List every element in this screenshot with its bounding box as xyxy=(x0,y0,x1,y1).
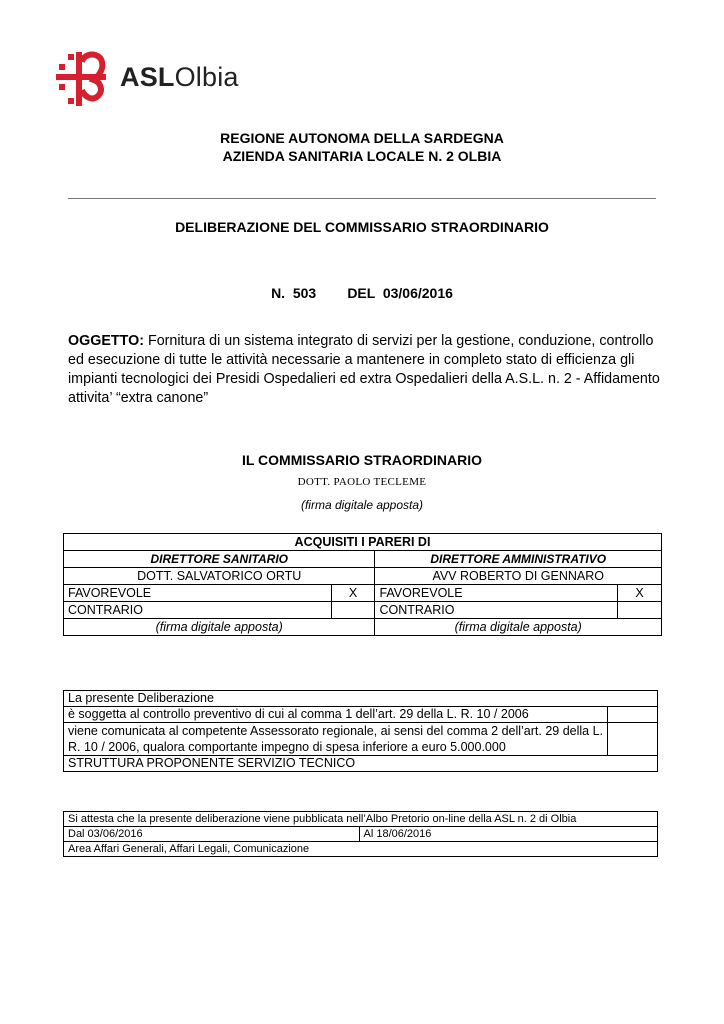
asl-heading: AZIENDA SANITARIA LOCALE N. 2 OLBIA xyxy=(222,148,502,164)
controllo-intro: La presente Deliberazione xyxy=(64,691,658,707)
controllo-comunicazione: viene comunicata al competente Assessorato regionale, ai sensi del comma 2 dell’art. 29 della L. R. 10 / 2006, qualora comportante impegno di spesa inferiore a euro 5.000.000 xyxy=(64,723,608,756)
asl-cross-heart-icon xyxy=(54,50,116,110)
table-row xyxy=(64,842,658,857)
firma-left: (firma digitale apposta) xyxy=(64,619,375,636)
oggetto-text: Fornitura di un sistema integrato di servizi per la gestione, conduzione, controllo ed esecuzione di tutte le attività necessarie a mantenere in completo stato di efficienza gli impianti tecnologici dei Presidi Ospedalieri ed extra Ospedalieri della A.S.L. n. 2 - Affidamento attivita’ “extra canone” xyxy=(68,333,660,406)
pubblicazione-table xyxy=(63,811,658,857)
table-row xyxy=(64,568,662,585)
pareri-title: ACQUISITI I PARERI DI xyxy=(64,534,662,551)
table-row xyxy=(64,551,662,568)
direttore-sanitario-name: DOTT. SALVATORICO ORTU xyxy=(64,568,375,585)
commissario-firma: (firma digitale apposta) xyxy=(300,498,424,512)
table-row xyxy=(64,827,658,842)
oggetto-paragraph xyxy=(68,332,660,408)
table-row xyxy=(64,723,658,756)
table-row xyxy=(64,812,658,827)
pareri-table xyxy=(63,533,662,636)
controllo-preventivo-check xyxy=(608,707,658,723)
region-heading: REGIONE AUTONOMA DELLA SARDEGNA xyxy=(220,130,504,146)
table-row xyxy=(64,691,658,707)
controllo-preventivo: è soggetta al controllo preventivo di cui al comma 1 dell’art. 29 della L. R. 10 / 2006 xyxy=(64,707,608,723)
pubblicazione-al: Al 18/06/2016 xyxy=(359,827,658,842)
favorevole-label: FAVOREVOLE xyxy=(64,585,332,602)
divider xyxy=(68,198,656,199)
contrario-mark-right xyxy=(618,602,662,619)
table-row xyxy=(64,756,658,772)
contrario-mark-left xyxy=(331,602,375,619)
table-row xyxy=(64,619,662,636)
oggetto-label: OGGETTO: xyxy=(68,333,144,349)
controllo-comunicazione-check xyxy=(608,723,658,756)
document-title: DELIBERAZIONE DEL COMMISSARIO STRAORDINARIO xyxy=(175,219,549,235)
commissario-heading: IL COMMISSARIO STRAORDINARIO xyxy=(241,452,483,468)
table-row xyxy=(64,707,658,723)
favorevole-mark-left: X xyxy=(331,585,375,602)
commissario-name: DOTT. PAOLO TECLEME xyxy=(297,476,427,488)
asl-olbia-logo xyxy=(54,50,239,110)
direttore-sanitario-heading: DIRETTORE SANITARIO xyxy=(64,551,375,568)
direttore-amministrativo-name: AVV ROBERTO DI GENNARO xyxy=(375,568,662,585)
table-row xyxy=(64,602,662,619)
firma-right: (firma digitale apposta) xyxy=(375,619,662,636)
pubblicazione-area: Area Affari Generali, Affari Legali, Comunicazione xyxy=(64,842,658,857)
deliberation-number: N. 503 DEL 03/06/2016 xyxy=(271,285,453,301)
direttore-amministrativo-heading: DIRETTORE AMMINISTRATIVO xyxy=(375,551,662,568)
table-row xyxy=(64,534,662,551)
logo-wordmark: ASLOlbia xyxy=(120,62,239,92)
favorevole-mark-right: X xyxy=(618,585,662,602)
favorevole-label: FAVOREVOLE xyxy=(375,585,618,602)
contrario-label: CONTRARIO xyxy=(375,602,618,619)
contrario-label: CONTRARIO xyxy=(64,602,332,619)
controllo-table xyxy=(63,690,658,772)
pubblicazione-attestazione: Si attesta che la presente deliberazione viene pubblicata nell’Albo Pretorio on-line della ASL n. 2 di Olbia xyxy=(64,812,658,827)
table-row xyxy=(64,585,662,602)
pubblicazione-dal: Dal 03/06/2016 xyxy=(64,827,360,842)
struttura-proponente: STRUTTURA PROPONENTE SERVIZIO TECNICO xyxy=(64,756,658,772)
